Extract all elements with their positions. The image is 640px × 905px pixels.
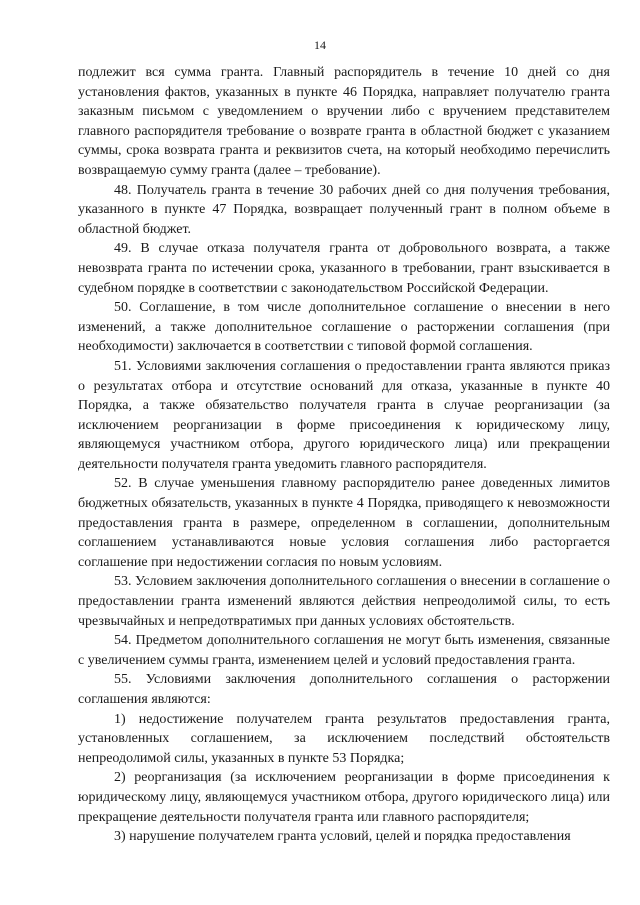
paragraph-49: 49. В случае отказа получателя гранта от добровольного возврата, а также невозврата гранта по истечении срока, указанного в требовании, грант взыскивается в судебном порядке в соответствии с законодательством Российской Федерации. (78, 241, 610, 296)
document-body (78, 63, 610, 847)
list-item-1: 1) недостижение получателем гранта результатов предоставления гранта, установленных соглашением, за исключением последствий обстоятельств непреодолимой силы, указанных в пункте 53 Порядка; (78, 711, 610, 766)
list-item-3: 3) нарушение получателем гранта условий, целей и порядка предоставления (114, 829, 571, 845)
paragraph-continuation: подлежит вся сумма гранта. Главный распорядитель в течение 10 дней со дня установления фактов, указанных в пункте 46 Порядка, направляет получателю гранта заказным письмом с уведомлением о вручении либо с вручением представителем главного распорядителя требование о возврате гранта в областной бюджет с указанием суммы, срока возврата гранта и реквизитов счета, на который необходимо перечислить возвращаемую сумму гранта (далее – требование). (78, 65, 610, 178)
paragraph-55: 55. Условиями заключения дополнительного соглашения о расторжении соглашения являются: (78, 672, 610, 707)
paragraph-50: 50. Соглашение, в том числе дополнительное соглашение о внесении в него изменений, а также дополнительное соглашение о расторжении соглашения (при необходимости) заключается в соответствии с типовой формой соглашения. (78, 300, 610, 355)
paragraph-51: 51. Условиями заключения соглашения о предоставлении гранта являются приказ о результатах отбора и отсутствие оснований для отказа, указанные в пункте 40 Порядка, а также обязательство получателя гранта в случае реорганизации (за исключением реорганизации в форме присоединения к юридическому лицу, являющемуся участником отбора, другого юридического лица) или прекращении деятельности получателя гранта уведомить главного распорядителя. (78, 358, 610, 472)
paragraph-52: 52. В случае уменьшения главному распорядителю ранее доведенных лимитов бюджетных обязательств, указанных в пункте 4 Порядка, приводящего к невозможности предоставления гранта в размере, определенном в соглашении, дополнительным соглашением устанавливаются новые условия соглашения либо расторгается соглашение при недостижении согласия по новым условиям. (78, 476, 610, 570)
page-number: 14 (314, 38, 326, 52)
paragraph-53: 53. Условием заключения дополнительного соглашения о внесении в соглашение о предоставлении гранта изменений являются действия непреодолимой силы, то есть чрезвычайных и непредотвратимых при данных условиях обстоятельств. (78, 574, 610, 629)
paragraph-48: 48. Получатель гранта в течение 30 рабочих дней со дня получения требования, указанного в пункте 47 Порядка, возвращает полученный грант в полном объеме в областной бюджет. (78, 182, 610, 237)
list-item-2: 2) реорганизация (за исключением реорганизации в форме присоединения к юридическому лицу, являющемуся участником отбора, другого юридического лица) или прекращение деятельности получателя гранта или главного распорядителя; (78, 770, 610, 825)
paragraph-54: 54. Предметом дополнительного соглашения не могут быть изменения, связанные с увеличением суммы гранта, изменением целей и условий предоставления гранта. (78, 633, 610, 668)
